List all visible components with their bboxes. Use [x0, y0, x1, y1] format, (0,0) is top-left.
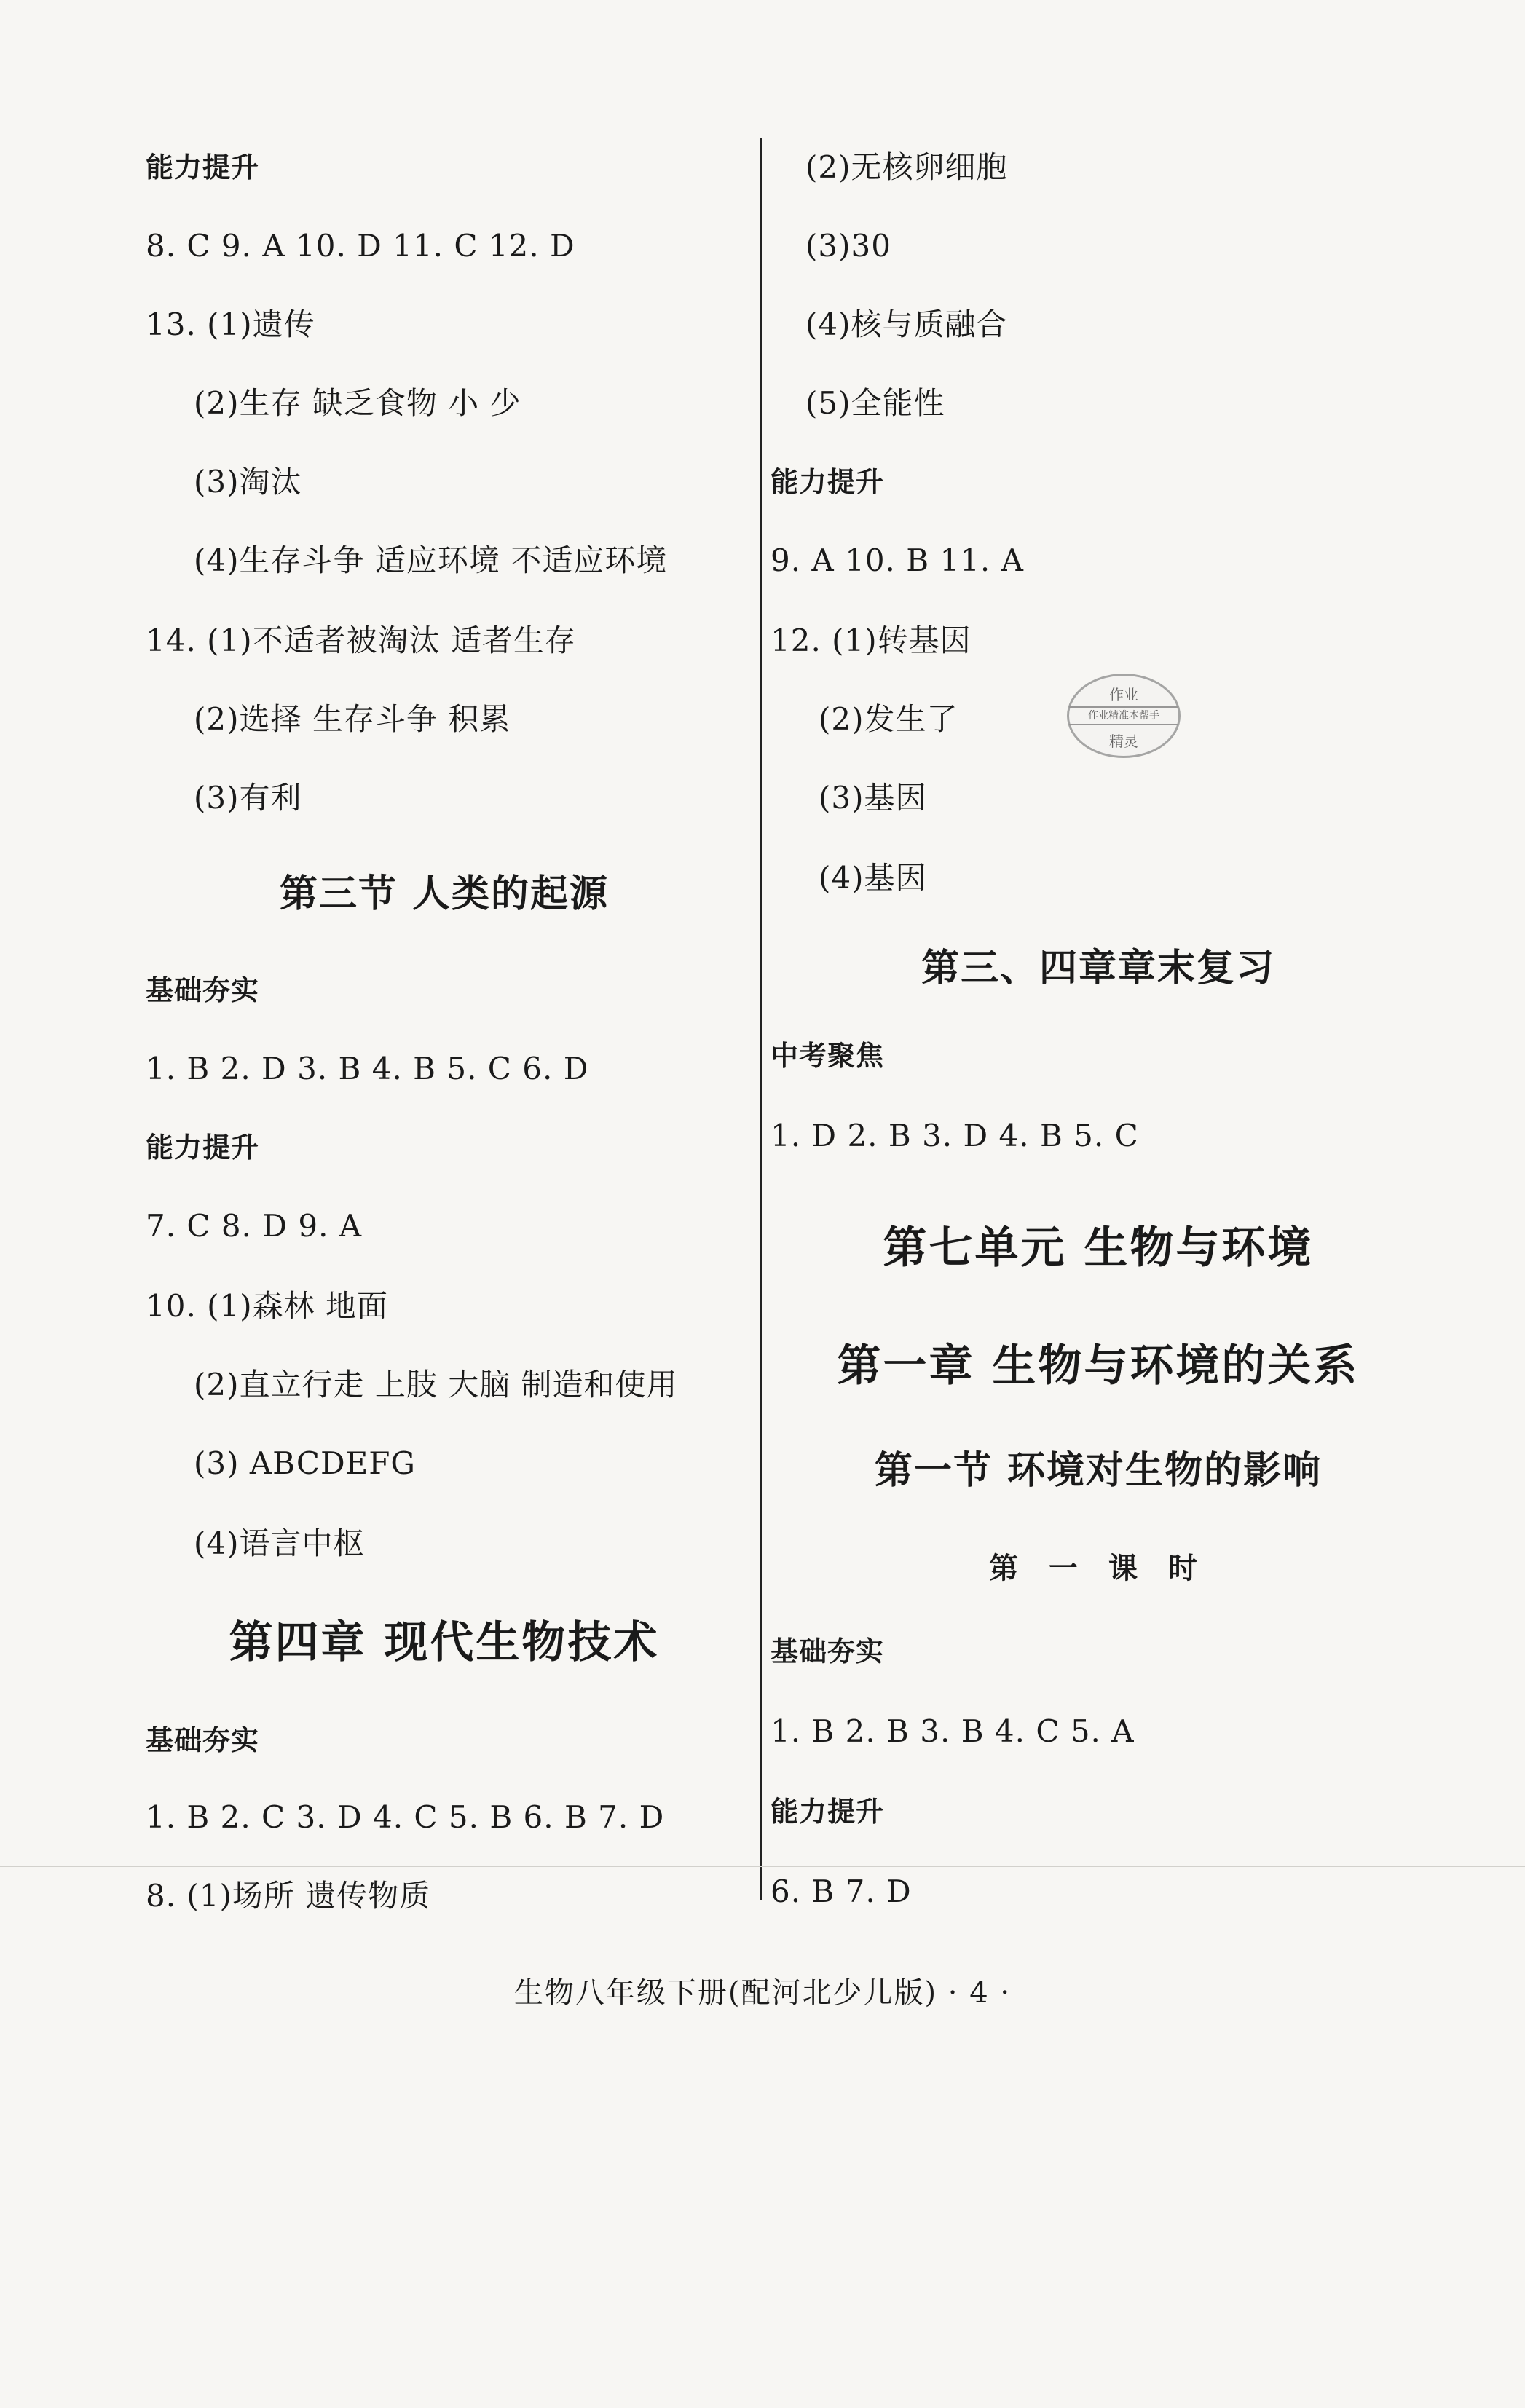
answer-line: 12. (1)转基因: [771, 623, 972, 658]
section-label: 基础夯实: [146, 974, 260, 1006]
answer-line: (4)语言中枢: [194, 1525, 365, 1561]
answer-line: 8. (1)场所 遗传物质: [146, 1878, 431, 1914]
section-heading: 第三节 人类的起源: [279, 872, 610, 916]
homework-stamp-logo: [1067, 674, 1181, 758]
section-label: 基础夯实: [146, 1724, 260, 1756]
chapter-heading: 第一章 生物与环境的关系: [837, 1341, 1360, 1391]
answer-line: 9. A 10. B 11. A: [771, 542, 1024, 578]
section-label: 能力提升: [771, 1796, 885, 1828]
answer-line: 1. D 2. B 3. D 4. B 5. C: [771, 1118, 1139, 1153]
answer-line: (2)直立行走 上肢 大脑 制造和使用: [194, 1367, 678, 1402]
answer-line: 6. B 7. D: [771, 1874, 912, 1909]
page-rule: [0, 1866, 1525, 1867]
answer-line: (4)核与质融合: [805, 307, 1008, 342]
answer-line: 1. B 2. B 3. B 4. C 5. A: [771, 1713, 1135, 1749]
page-footer: 生物八年级下册(配河北少儿版) · 4 ·: [513, 1976, 1012, 2010]
answer-line: (3)淘汰: [194, 464, 302, 500]
lesson-heading: 第 一 课 时: [989, 1552, 1207, 1585]
chapter-heading: 第四章 现代生物技术: [229, 1617, 660, 1668]
answer-line: (3)基因: [819, 780, 927, 816]
section-heading: 第一节 环境对生物的影响: [874, 1449, 1323, 1493]
answer-line: 14. (1)不适者被淘汰 适者生存: [146, 623, 576, 658]
section-label: 中考聚焦: [771, 1040, 885, 1072]
answer-line: 13. (1)遗传: [146, 307, 315, 342]
answer-line: (3) ABCDEFG: [194, 1445, 416, 1481]
answer-line: 1. B 2. D 3. B 4. B 5. C 6. D: [146, 1051, 589, 1086]
column-divider: [760, 138, 762, 1900]
answer-line: (2)选择 生存斗争 积累: [194, 701, 511, 737]
answer-line: (5)全能性: [805, 385, 945, 421]
answer-line: (2)无核卵细胞: [805, 149, 1008, 185]
section-label: 能力提升: [771, 466, 885, 498]
stamp-text: 作业精准本帮手: [1069, 706, 1178, 725]
answer-line: 10. (1)森林 地面: [146, 1288, 388, 1324]
section-heading: 第三、四章章末复习: [921, 947, 1275, 990]
answer-line: (2)发生了: [819, 701, 958, 737]
answer-line: 8. C 9. A 10. D 11. C 12. D: [146, 228, 575, 264]
section-label: 基础夯实: [771, 1635, 885, 1667]
answer-line: 1. B 2. C 3. D 4. C 5. B 6. B 7. D: [146, 1799, 665, 1835]
stamp-text: 作业: [1109, 686, 1138, 703]
section-label: 能力提升: [146, 151, 260, 183]
section-label: 能力提升: [146, 1132, 260, 1164]
answer-line: (2)生存 缺乏食物 小 少: [194, 385, 521, 421]
unit-heading: 第七单元 生物与环境: [883, 1223, 1314, 1274]
answer-line: (4)基因: [819, 860, 927, 896]
stamp-text: 精灵: [1109, 733, 1138, 750]
answer-line: (3)30: [805, 228, 891, 264]
answer-line: (3)有利: [194, 780, 302, 816]
answer-line: (4)生存斗争 适应环境 不适应环境: [194, 542, 668, 578]
answer-line: 7. C 8. D 9. A: [146, 1208, 363, 1244]
